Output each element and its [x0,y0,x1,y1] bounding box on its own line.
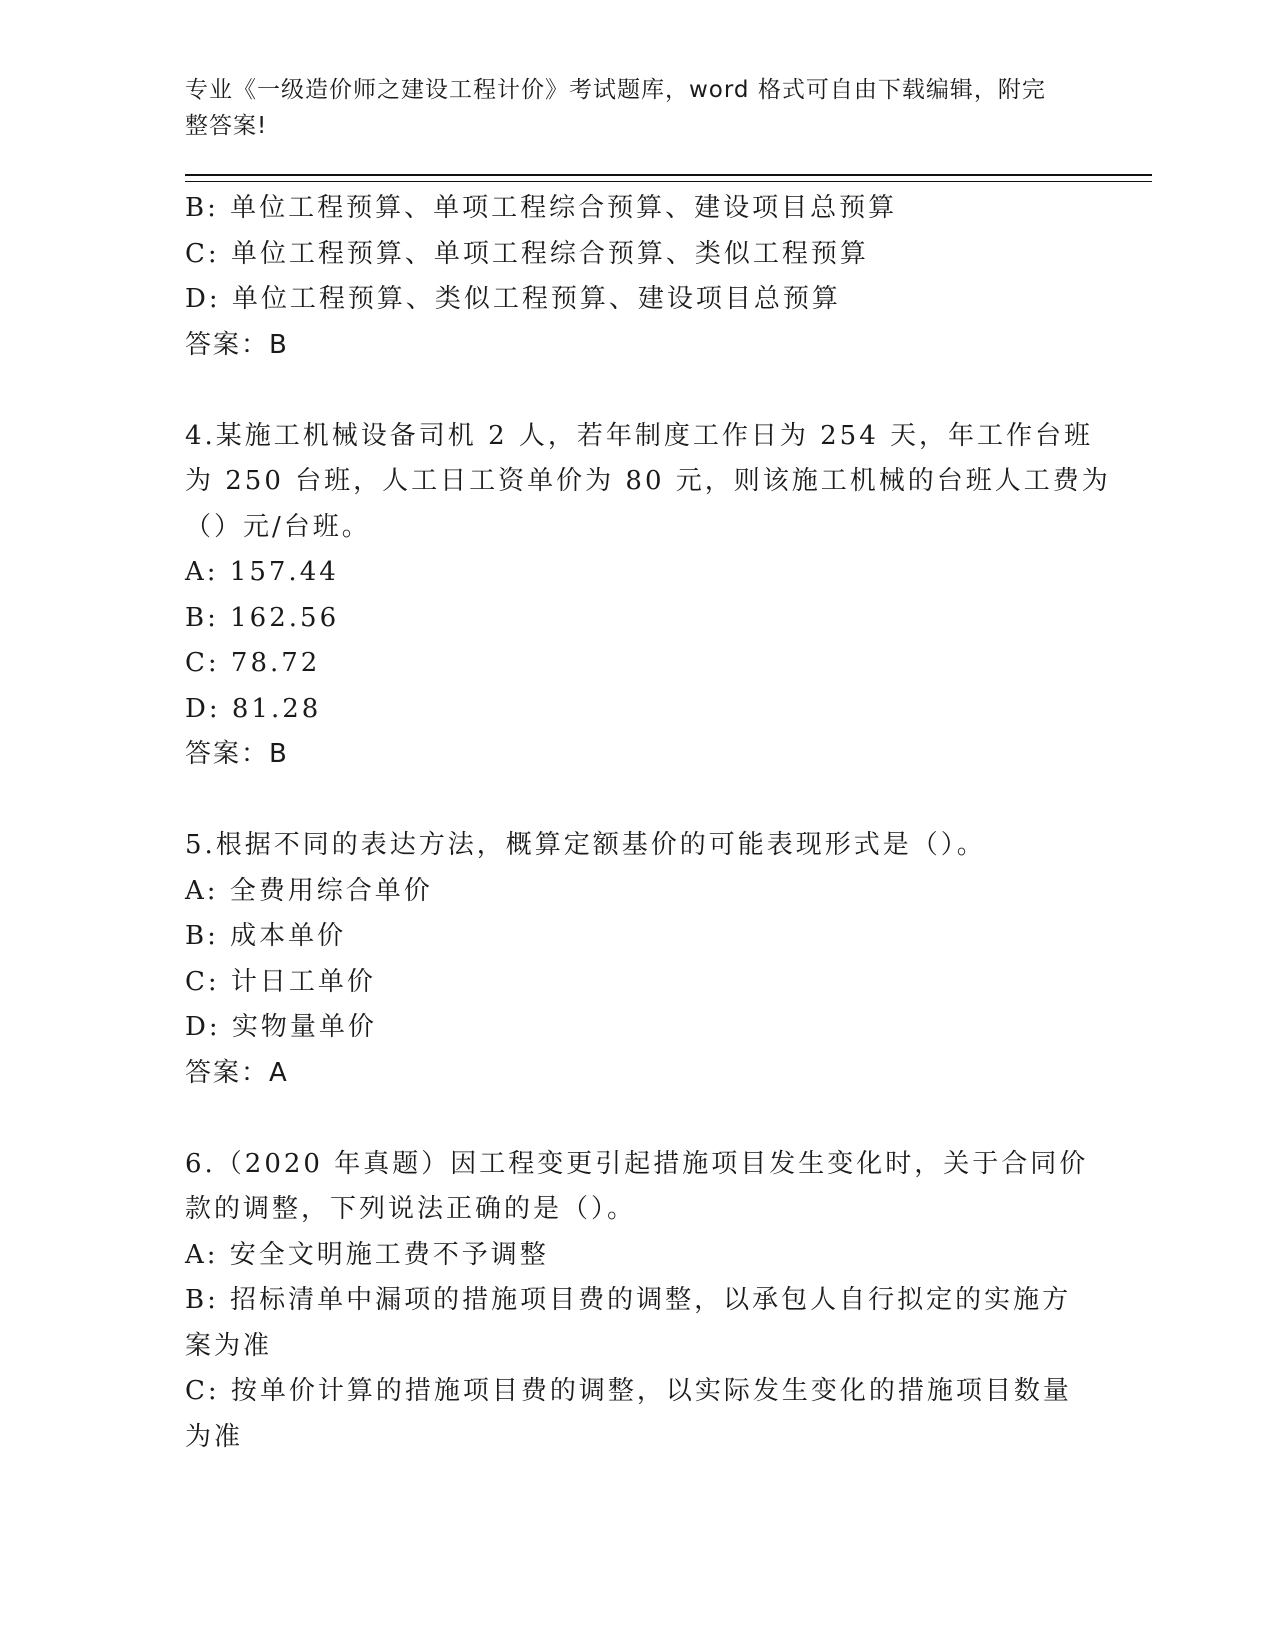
spacer [185,368,1085,414]
q3-option-c: C: 单位工程预算、单项工程综合预算、类似工程预算 [185,238,869,269]
header-line-2: 整答案! [185,113,268,139]
q3-option-d: D: 单位工程预算、类似工程预算、建设项目总预算 [185,284,841,314]
q6-option-c-line-2: 为准 [185,1421,244,1452]
q3-answer: 答案：B [185,329,289,360]
q6-option-a: A: 安全文明施工费不予调整 [185,1239,549,1270]
document-header [185,72,1065,144]
q4-stem-line-3: （）元/台班。 [185,511,371,542]
q6-option-c-line-1: C: 按单价计算的措施项目费的调整，以实际发生变化的措施项目数量 [185,1376,1072,1406]
q5-answer: 答案：A [185,1057,289,1088]
q4-stem-line-2: 为 250 台班，人工日工资单价为 80 元，则该施工机械的台班人工费为 [185,466,1111,496]
q5-stem-line-1: 5.根据不同的表达方法，概算定额基价的可能表现形式是（）。 [185,830,986,860]
q5-option-d: D: 实物量单价 [185,1012,377,1042]
question-content [185,186,1111,1460]
question-6 [185,1142,1089,1461]
question-4 [185,414,1111,778]
spacer [185,778,1085,824]
q4-option-d: D: 81.28 [185,693,322,724]
spacer [185,1096,1085,1142]
header-divider-thin [185,181,1152,182]
q4-option-a: A: 157.44 [185,557,339,587]
q4-option-b: B: 162.56 [185,602,340,633]
q5-option-a: A: 全费用综合单价 [185,875,433,906]
question-5 [185,823,1085,1096]
question-3-continued [185,186,1085,368]
q6-option-b-line-2: 案为准 [185,1330,273,1361]
header-line-1: 专业《一级造价师之建设工程计价》考试题库，word 格式可自由下载编辑，附完 [185,77,1046,103]
q5-option-c: C: 计日工单价 [185,966,376,997]
q4-stem-line-1: 4.某施工机械设备司机 2 人，若年制度工作日为 254 天，年工作台班 [185,420,1094,451]
q4-answer: 答案：B [185,739,289,769]
q6-stem-line-1: 6.（2020 年真题）因工程变更引起措施项目发生变化时，关于合同价 [185,1148,1089,1179]
q6-stem-line-2: 款的调整，下列说法正确的是（）。 [185,1194,637,1224]
header-divider-thick [185,174,1152,176]
q3-option-b: B: 单位工程预算、单项工程综合预算、建设项目总预算 [185,193,898,223]
q5-option-b: B: 成本单价 [185,921,347,951]
q4-option-c: C: 78.72 [185,648,321,678]
q6-option-b-line-1: B: 招标清单中漏项的措施项目费的调整，以承包人自行拟定的实施方 [185,1285,1072,1315]
